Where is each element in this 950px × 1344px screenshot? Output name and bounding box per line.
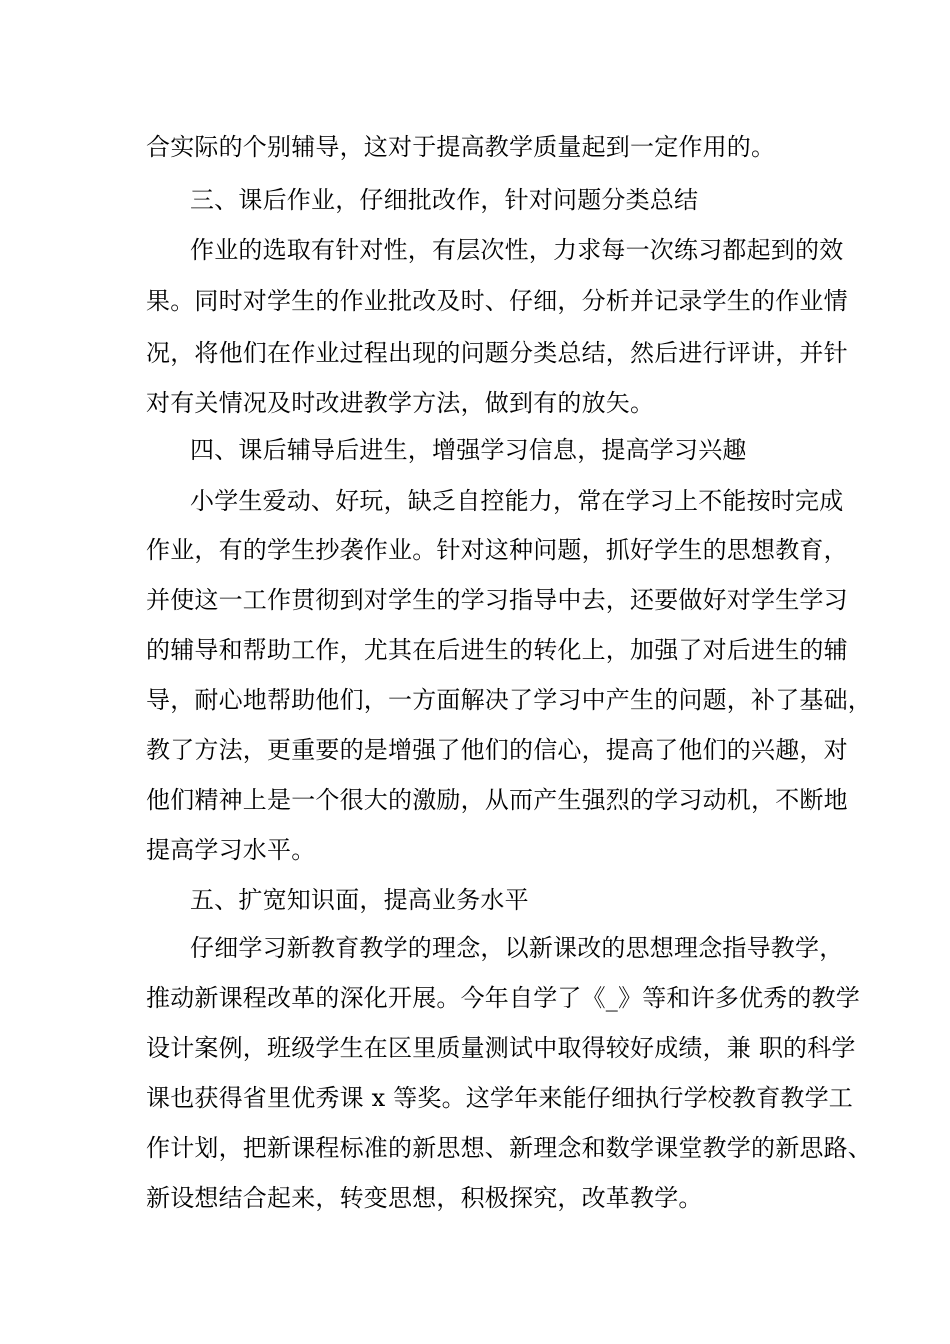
text-line: 作计划，把新课程标准的新思想、新理念和数学课堂教学的新思路、 [146, 1134, 872, 1162]
text-line: 新设想结合起来，转变思想，积极探究，改革教学。 [146, 1184, 703, 1212]
text-line: 课也获得省里优秀课 x 等奖。这学年来能仔细执行学校教育教学工 [146, 1084, 853, 1112]
text-line: 况，将他们在作业过程出现的问题分类总结，然后进行评讲，并针 [146, 339, 848, 367]
text-line: 推动新课程改革的深化开展。今年自学了《_》等和许多优秀的教学 [146, 984, 860, 1012]
text-line: 小学生爱动、好玩，缺乏自控能力，常在学习上不能按时完成 [190, 487, 844, 515]
text-line: 他们精神上是一个很大的激励，从而产生强烈的学习动机，不断地 [146, 786, 848, 814]
text-line: 导，耐心地帮助他们，一方面解决了学习中产生的问题，补了基础， [146, 686, 872, 714]
section-heading-3: 三、课后作业，仔细批改作，针对问题分类总结 [190, 186, 699, 214]
text-line: 仔细学习新教育教学的理念，以新课改的思想理念指导教学， [190, 934, 844, 962]
section-heading-5: 五、扩宽知识面，提高业务水平 [190, 886, 529, 914]
text-line: 作业，有的学生抄袭作业。针对这种问题，抓好学生的思想教育， [146, 536, 848, 564]
text-line: 的辅导和帮助工作，尤其在后进生的转化上，加强了对后进生的辅 [146, 636, 848, 664]
text-line: 对有关情况及时改进教学方法，做到有的放矢。 [146, 389, 655, 417]
text-line: 并使这一工作贯彻到对学生的学习指导中去，还要做好对学生学习 [146, 586, 848, 614]
text-line: 教了方法，更重要的是增强了他们的信心，提高了他们的兴趣，对 [146, 736, 848, 764]
text-line: 作业的选取有针对性，有层次性，力求每一次练习都起到的效 [190, 236, 844, 264]
text-line: 合实际的个别辅导，这对于提高教学质量起到一定作用的。 [146, 133, 776, 161]
text-line: 果。同时对学生的作业批改及时、仔细，分析并记录学生的作业情 [146, 287, 848, 315]
text-line: 提高学习水平。 [146, 836, 316, 864]
text-line: 设计案例，班级学生在区里质量测试中取得较好成绩，兼 职的科学 [146, 1034, 856, 1062]
section-heading-4: 四、课后辅导后进生，增强学习信息，提高学习兴趣 [190, 436, 747, 464]
